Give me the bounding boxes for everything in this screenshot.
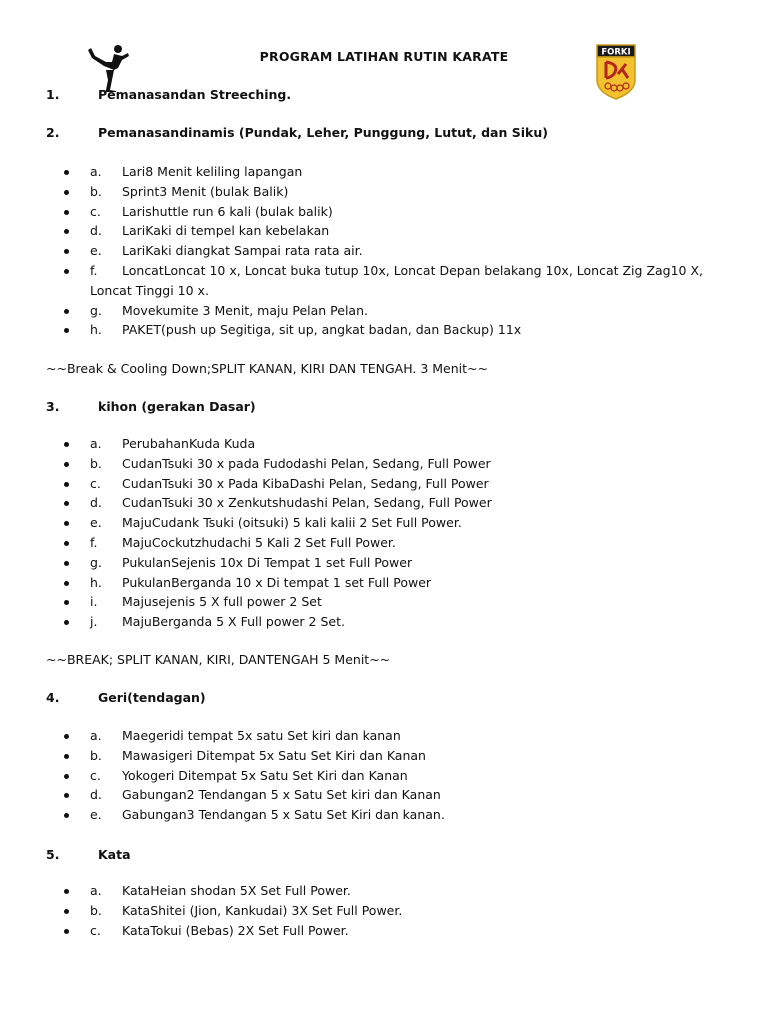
bullet-icon (64, 501, 69, 506)
list-item: d. LariKaki di tempel kan kebelakan (0, 221, 760, 241)
bullet-icon (64, 249, 69, 254)
section-5-list (0, 881, 760, 940)
list-item: a. Maegeridi tempat 5x satu Set kiri dan kanan (0, 726, 760, 746)
bullet-icon (64, 929, 69, 934)
bullet-icon (64, 210, 69, 215)
bullet-icon (64, 170, 69, 175)
section-3-heading (46, 399, 256, 414)
list-item: c. CudanTsuki 30 x Pada KibaDashi Pelan, Sedang, Full Power (0, 474, 760, 494)
bullet-icon (64, 561, 69, 566)
list-item: d. CudanTsuki 30 x Zenkutshudashi Pelan, Sedang, Full Power (0, 493, 760, 513)
list-item: a. Lari8 Menit keliling lapangan (0, 162, 760, 182)
bullet-icon (64, 734, 69, 739)
bullet-icon (64, 482, 69, 487)
section-number: 2. (46, 125, 60, 140)
bullet-icon (64, 541, 69, 546)
list-item: i. Majusejenis 5 X full power 2 Set (0, 592, 760, 612)
section-number: 5. (46, 847, 60, 862)
list-item: g. PukulanSejenis 10x Di Tempat 1 set Full Power (0, 553, 760, 573)
bullet-icon (64, 442, 69, 447)
section-number: 1. (46, 87, 60, 102)
section-4-list (0, 726, 760, 825)
list-item: d. Gabungan2 Tendangan 5 x Satu Set kiri dan Kanan (0, 785, 760, 805)
section-2-heading (46, 125, 548, 140)
section-1-heading (46, 87, 291, 102)
bullet-icon (64, 813, 69, 818)
bullet-icon (64, 754, 69, 759)
break-note: ~~BREAK; SPLIT KANAN, KIRI, DANTENGAH 5 Menit~~ (46, 652, 391, 667)
list-item: c. KataTokui (Bebas) 2X Set Full Power. (0, 921, 760, 941)
section-2-list (0, 162, 760, 340)
list-item: b. Mawasigeri Ditempat 5x Satu Set Kiri dan Kanan (0, 746, 760, 766)
bullet-icon (64, 229, 69, 234)
list-item: j. MajuBerganda 5 X Full power 2 Set. (0, 612, 760, 632)
list-item: e. MajuCudank Tsuki (oitsuki) 5 kali kalii 2 Set Full Power. (0, 513, 760, 533)
section-title: Pemanasandinamis (Pundak, Leher, Punggung, Lutut, dan Siku) (98, 125, 548, 140)
section-title: kihon (gerakan Dasar) (98, 399, 256, 414)
bullet-icon (64, 600, 69, 605)
list-item: b. KataShitei (Jion, Kankudai) 3X Set Full Power. (0, 901, 760, 921)
list-item: a. PerubahanKuda Kuda (0, 434, 760, 454)
list-item: c. Yokogeri Ditempat 5x Satu Set Kiri dan Kanan (0, 766, 760, 786)
bullet-icon (64, 521, 69, 526)
list-item: b. CudanTsuki 30 x pada Fudodashi Pelan, Sedang, Full Power (0, 454, 760, 474)
bullet-icon (64, 909, 69, 914)
bullet-icon (64, 581, 69, 586)
section-4-heading (46, 690, 206, 705)
section-title: Pemanasandan Streeching. (98, 87, 292, 102)
section-title: Kata (98, 847, 131, 862)
forki-logo-text: FORKI (601, 47, 631, 58)
list-item: e. Gabungan3 Tendangan 5 x Satu Set Kiri dan kanan. (0, 805, 760, 825)
list-item: a. KataHeian shodan 5X Set Full Power. (0, 881, 760, 901)
list-item: h. PukulanBerganda 10 x Di tempat 1 set Full Power (0, 573, 760, 593)
break-note: ~~Break & Cooling Down;SPLIT KANAN, KIRI DAN TENGAH. 3 Menit~~ (46, 361, 488, 376)
forki-shield-icon (596, 44, 636, 100)
bullet-icon (64, 269, 69, 274)
list-item: c. Larishuttle run 6 kali (bulak balik) (0, 202, 760, 222)
list-item: e. LariKaki diangkat Sampai rata rata air. (0, 241, 760, 261)
section-number: 4. (46, 690, 60, 705)
list-item: h. PAKET(push up Segitiga, sit up, angkat badan, dan Backup) 11x (0, 320, 760, 340)
list-item: f. LoncatLoncat 10 x, Loncat buka tutup 10x, Loncat Depan belakang 10x, Loncat Zig Zag10 X, Loncat Tinggi 10 x. (0, 261, 730, 301)
bullet-icon (64, 190, 69, 195)
list-item: f. MajuCockutzhudachi 5 Kali 2 Set Full Power. (0, 533, 760, 553)
section-title: Geri(tendagan) (98, 690, 206, 705)
bullet-icon (64, 328, 69, 333)
bullet-icon (64, 309, 69, 314)
bullet-icon (64, 620, 69, 625)
page-title: PROGRAM LATIHAN RUTIN KARATE (259, 49, 509, 64)
bullet-icon (64, 774, 69, 779)
section-3-list (0, 434, 760, 632)
section-5-heading (46, 847, 131, 862)
section-number: 3. (46, 399, 60, 414)
list-item: g. Movekumite 3 Menit, maju Pelan Pelan. (0, 301, 760, 321)
list-item: b. Sprint3 Menit (bulak Balik) (0, 182, 760, 202)
bullet-icon (64, 462, 69, 467)
bullet-icon (64, 889, 69, 894)
bullet-icon (64, 793, 69, 798)
